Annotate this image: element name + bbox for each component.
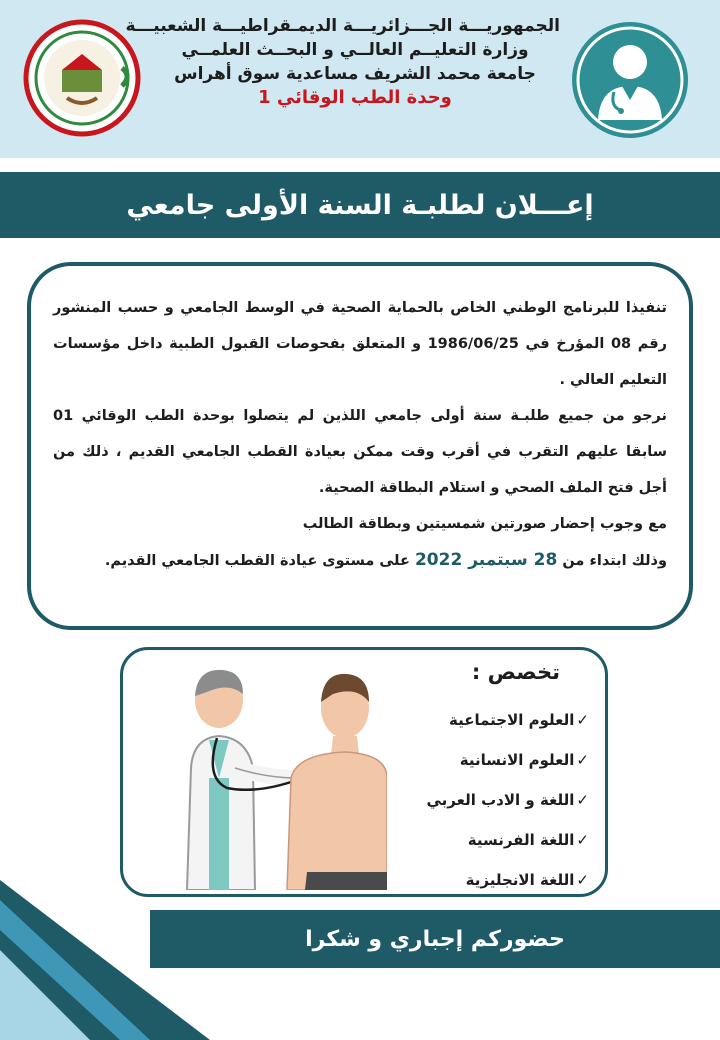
- notice-paragraph-3: مع وجوب إحضار صورتين شمسيتين وبطاقة الطالب: [302, 516, 667, 532]
- university-logo-icon: [22, 18, 142, 138]
- header-line-unit: وحدة الطب الوقائي 1: [258, 87, 452, 108]
- notice-paragraph-1: تنفيذا للبرنامج الوطني الخاص بالحماية الصحية في الوسط الجامعي و حسب المنشور رقم 08 المؤرخ في 1986/06/25 و المتعلق بفحوصات القبول الطبية داخل مؤسسات التعليم العالي .: [53, 300, 667, 388]
- doctor-patient-illustration-icon: [157, 658, 387, 890]
- notice-date-suffix: على مستوى عيادة القطب الجامعي القديم.: [104, 553, 410, 569]
- notice-paragraph-2: نرجو من جميع طلبـة سنة أولى جامعي اللذين لم يتصلوا بوحدة الطب الوقائي 01 سابقا عليهم التقرب في أقرب وقت ممكن بعيادة القطب الجامعي القديم ، ذلك من أجل فتح الملف الصحي و استلام البطاقة الصحية.: [53, 408, 667, 496]
- notice-box: [27, 262, 693, 630]
- specialty-item: ✓اللغة الفرنسية: [467, 831, 589, 849]
- header-line-university: جامعة محمد الشريف مساعدية سوق أهراس: [174, 64, 536, 84]
- specialties-title: تخصص :: [471, 660, 560, 684]
- header: [0, 0, 720, 158]
- check-icon: ✓: [576, 791, 589, 809]
- footer-text: حضوركم إجباري و شكرا: [305, 926, 565, 952]
- header-line-ministry: وزارة التعليــم العالــي و البحــث العلمــي: [181, 40, 529, 60]
- footer-bar: [150, 910, 720, 968]
- specialty-item: ✓اللغة و الادب العربي: [426, 791, 589, 809]
- notice-date-prefix: وذلك ابتداء من: [562, 553, 667, 569]
- check-icon: ✓: [576, 751, 589, 769]
- announcement-title: إعـــلان لطلبـة السنة الأولى جامعي: [126, 189, 594, 221]
- doctor-icon: [570, 20, 690, 140]
- specialty-item: ✓العلوم الانسانية: [459, 751, 589, 769]
- notice-date: 28 سبتمبر 2022: [414, 550, 558, 570]
- specialty-item: ✓اللغة الانجليزية: [465, 871, 589, 889]
- check-icon: ✓: [576, 831, 589, 849]
- notice-paragraph-4: [53, 542, 667, 579]
- check-icon: ✓: [576, 871, 589, 889]
- specialty-item: ✓العلوم الاجتماعية: [449, 711, 589, 729]
- header-line-republic: الجمهوريـــة الجـــزائريـــة الديمـقراطيـــة الشعبيـــة: [125, 16, 560, 36]
- announcement-title-bar: [0, 172, 720, 238]
- check-icon: ✓: [576, 711, 589, 729]
